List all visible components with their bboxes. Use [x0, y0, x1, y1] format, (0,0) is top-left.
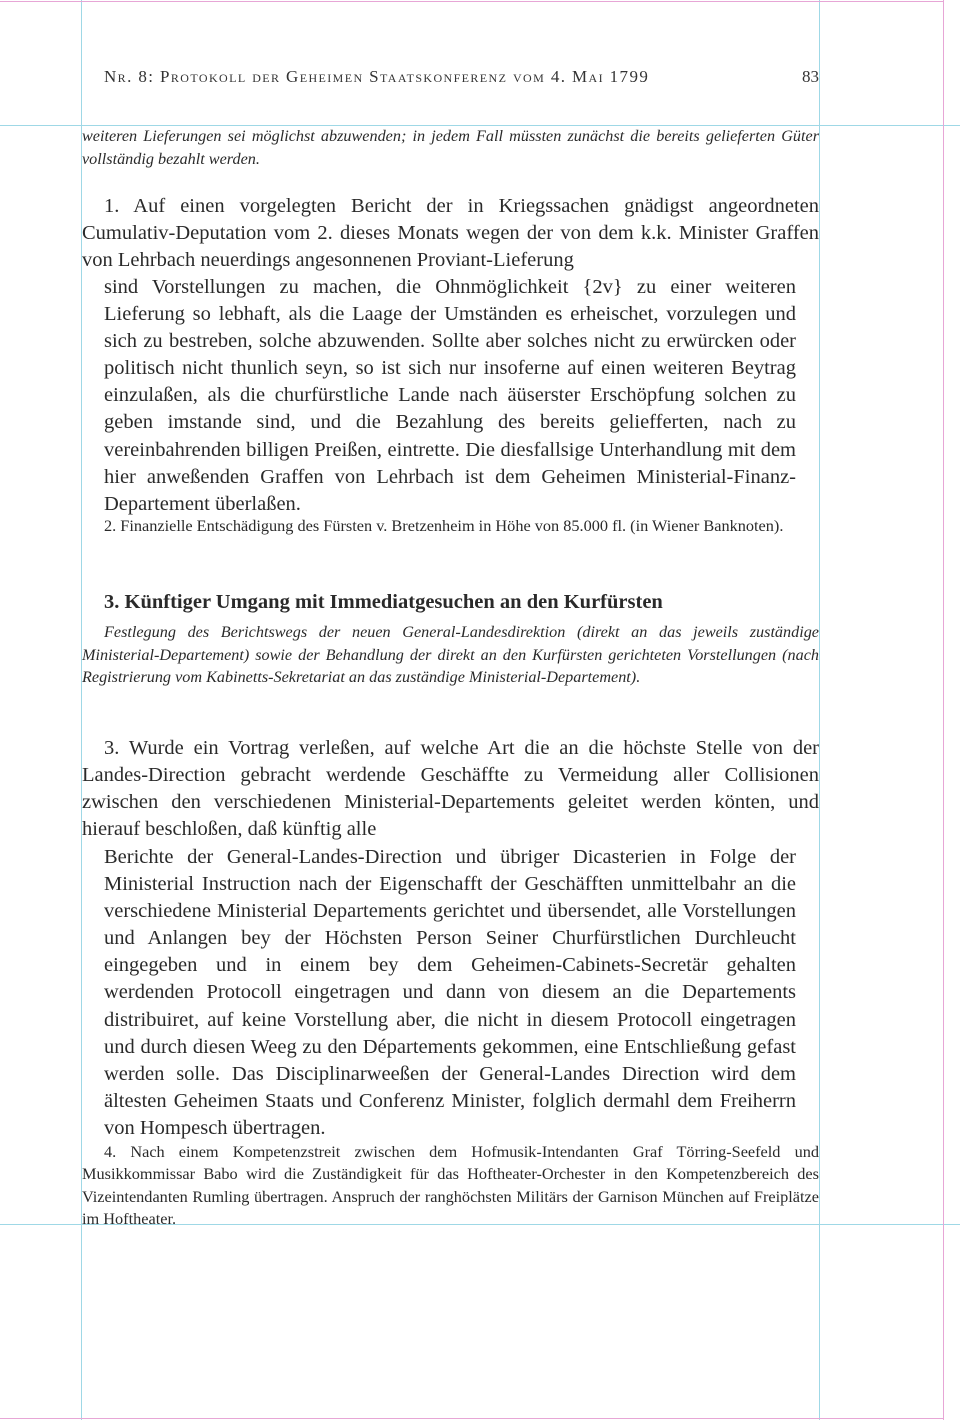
intro-summary: weiteren Lieferungen sei möglichst abzuwenden; in jedem Fall müssten zunächst die bereits gelieferten Güter vollständig bezahlt werden.	[82, 127, 819, 168]
bleed-line	[0, 1418, 943, 1419]
item1-resolution: sind Vorstellungen zu machen, die Ohnmöglichkeit {2v} zu einer weiteren Lieferung so lebhaft, als die Laage der Umständen es erheischet, vorzulegen und sich zu bestreben, solche abzuwenden. Sollte aber solches nicht zu erwürcken oder politisch nicht thunlich seyn, so ist sich nur insoferne auf einen weiteren Beytrag einzulaßen, als die churfürstliche Lande nach äüserster Erschöpfung solchen zu geben imstande sind, und die Bezahlung des bereits geliefferten, nach zu vereinbahrenden billigen Preißen, eintrette. Die diesfallsige Unterhandlung mit dem hier anweßenden Graffen von Lehrbach ist dem Geheimen Ministerial-Finanz-Departement überlaßen.	[104, 276, 796, 515]
running-title: Nr. 8: Protokoll der Geheimen Staatskonferenz vom 4. Mai 1799	[104, 67, 650, 86]
section3-lead: 3. Wurde ein Vortrag verleßen, auf welche Art die an die höchste Stelle von der Landes-Direction gebracht werdende Geschäffte zu Vermeidung aller Collisionen zwischen den verschiedenen Ministerial-Departements geleitet werden könten, und hierauf beschloßen, daß künftig alle	[82, 737, 819, 841]
item4-note: 4. Nach einem Kompetenzstreit zwischen dem Hofmusik-Intendanten Graf Törring-Seefeld und Musikkommissar Babo wird die Zuständigkeit für das Hoftheater-Orchester in den Kompetenzbereich des Vizeintendanten Rumling übertragen. Anspruch der ranghöchsten Militärs der Garnison München auf Freiplätze im Hoftheater.	[82, 1142, 819, 1228]
running-header	[104, 67, 819, 87]
bleed-line	[0, 1, 943, 2]
item2-note: 2. Finanzielle Entschädigung des Fürsten v. Bretzenheim in Höhe von 85.000 fl. (in Wiener Banknoten).	[104, 516, 784, 535]
guide-line	[819, 0, 820, 1420]
section3-summary: Festlegung des Berichtswegs der neuen General-Landesdirektion (direkt an das jeweils zuständige Ministerial-Departement) sowie der Behandlung der direkt an den Kurfürsten gerichteten Vorstellungen (nach Registrierung vom Kabinetts-Sekretariat an das zuständige Ministerial-Departement).	[82, 623, 819, 686]
section3-heading: 3. Künftiger Umgang mit Immediatgesuchen an den Kurfürsten	[104, 591, 663, 613]
bleed-line	[943, 0, 944, 1420]
page-number: 83	[802, 67, 819, 86]
item1-lead: 1. Auf einen vorgelegten Bericht der in Kriegssachen gnädigst angeordneten Cumulativ-Deputation vom 2. dieses Monats wegen der von dem k.k. Minister Graffen von Lehrbach neuerdings angesonnenen Proviant-Lieferung	[82, 195, 819, 272]
section3-resolution: Berichte der General-Landes-Direction und übriger Dicasterien in Folge der Ministerial Instruction nach der Eigenschafft der Geschäfften unmittelbahr an die verschiedene Ministerial Departements gerichtet und übersendet, alle Vorstellungen und Anlangen bey der Höchsten Person Seiner Churfürstlichen Durchleucht eingegeben und in einem bey dem Geheimen-Cabinets-Secretär gehalten werdenden Protocoll eingetragen und dann von diesem an die Departements distribuiret, auf keine Vorstellung aber, die nicht in diesem Protocoll eingetragen und durch diesen Weeg zu den Départements gekommen, eine Entschließung gefast werden solle. Das Disciplinarweeßen der General-Landes Direction wird dem ältesten Geheimen Staats und Conferenz Minister, folglich dermahl dem Freiherrn von Hompesch übertragen.	[104, 846, 796, 1139]
